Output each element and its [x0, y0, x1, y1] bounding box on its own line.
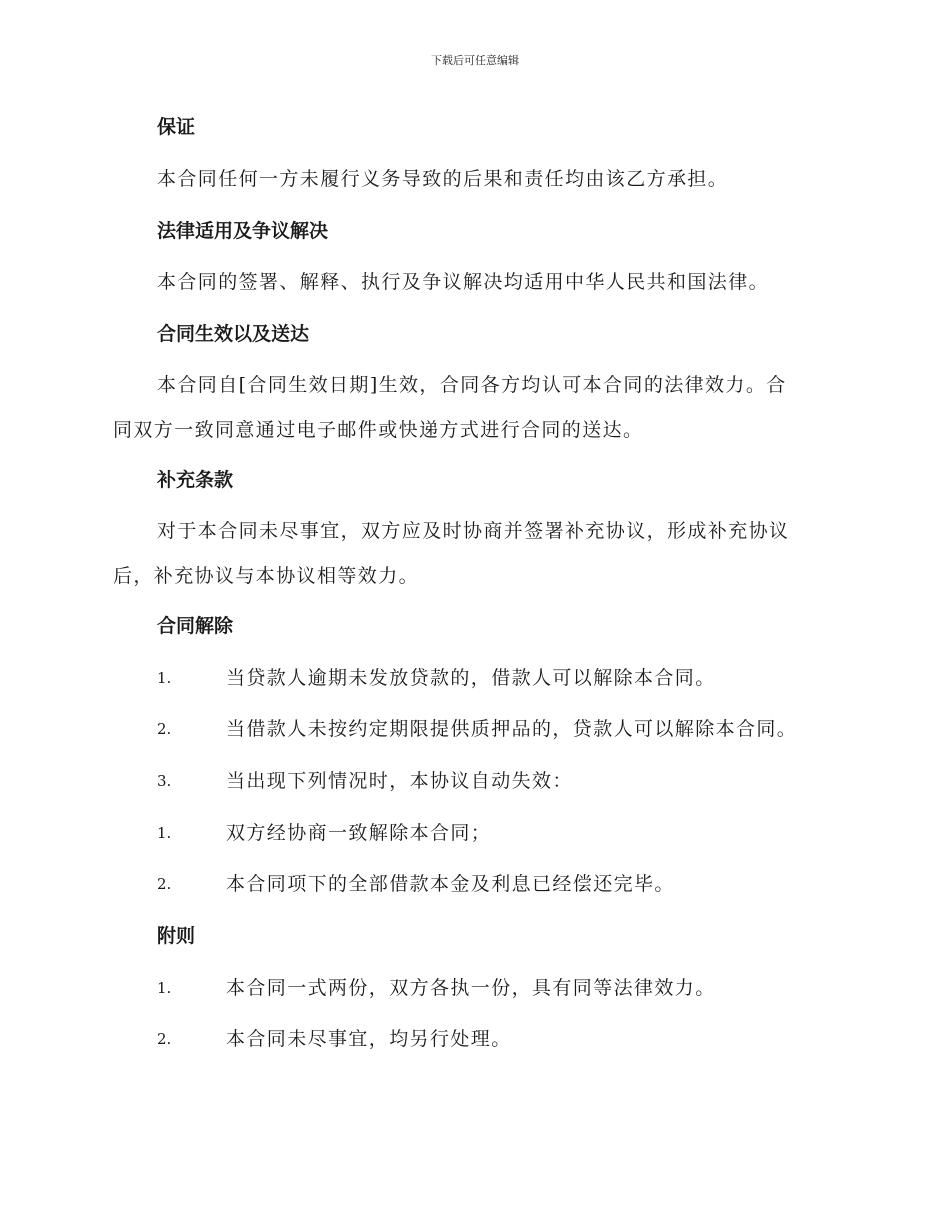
list-item-text: 双方经协商一致解除本合同；: [226, 822, 492, 844]
list-item-text: 本合同一式两份，双方各执一份，具有同等法律效力。: [226, 977, 716, 999]
list-item-number: 3.: [157, 772, 172, 790]
paragraph-law: 本合同的签署、解释、执行及争议解决均适用中华人民共和国法律。: [157, 271, 770, 293]
list-item-number: 2.: [157, 875, 172, 893]
section-heading-effective: 合同生效以及送达: [157, 323, 310, 345]
list-item-number: 1.: [157, 669, 172, 687]
paragraph-effective-line-2: 同双方一致同意通过电子邮件或快递方式进行合同的送达。: [113, 419, 644, 441]
list-item-text: 本合同未尽事宜，均另行处理。: [226, 1028, 512, 1050]
list-item-text: 当出现下列情况时，本协议自动失效：: [226, 770, 573, 792]
paragraph-effective-line-1: 本合同自[合同生效日期]生效，合同各方均认可本合同的法律效力。合: [157, 374, 787, 396]
section-heading-termination: 合同解除: [157, 615, 234, 637]
list-item-number: 1.: [157, 979, 172, 997]
section-heading-supplement: 补充条款: [157, 469, 234, 491]
list-item-number: 2.: [157, 1030, 172, 1048]
paragraph-supplement-line-1: 对于本合同未尽事宜，双方应及时协商并签署补充协议，形成补充协议: [157, 520, 790, 542]
section-heading-law: 法律适用及争议解决: [157, 220, 329, 242]
list-item-number: 2.: [157, 720, 172, 738]
list-item-text: 当借款人未按约定期限提供质押品的，贷款人可以解除本合同。: [226, 718, 798, 740]
paragraph-supplement-line-2: 后，补充协议与本协议相等效力。: [113, 565, 420, 587]
list-item-text: 当贷款人逾期未发放贷款的，借款人可以解除本合同。: [226, 667, 716, 689]
section-heading-appendix: 附则: [157, 925, 196, 947]
page-header-note: 下载后可任意编辑: [431, 54, 519, 67]
paragraph-guarantee: 本合同任何一方未履行义务导致的后果和责任均由该乙方承担。: [157, 168, 729, 190]
list-item-number: 1.: [157, 824, 172, 842]
section-heading-guarantee: 保证: [157, 116, 196, 138]
list-item-text: 本合同项下的全部借款本金及利息已经偿还完毕。: [226, 873, 675, 895]
